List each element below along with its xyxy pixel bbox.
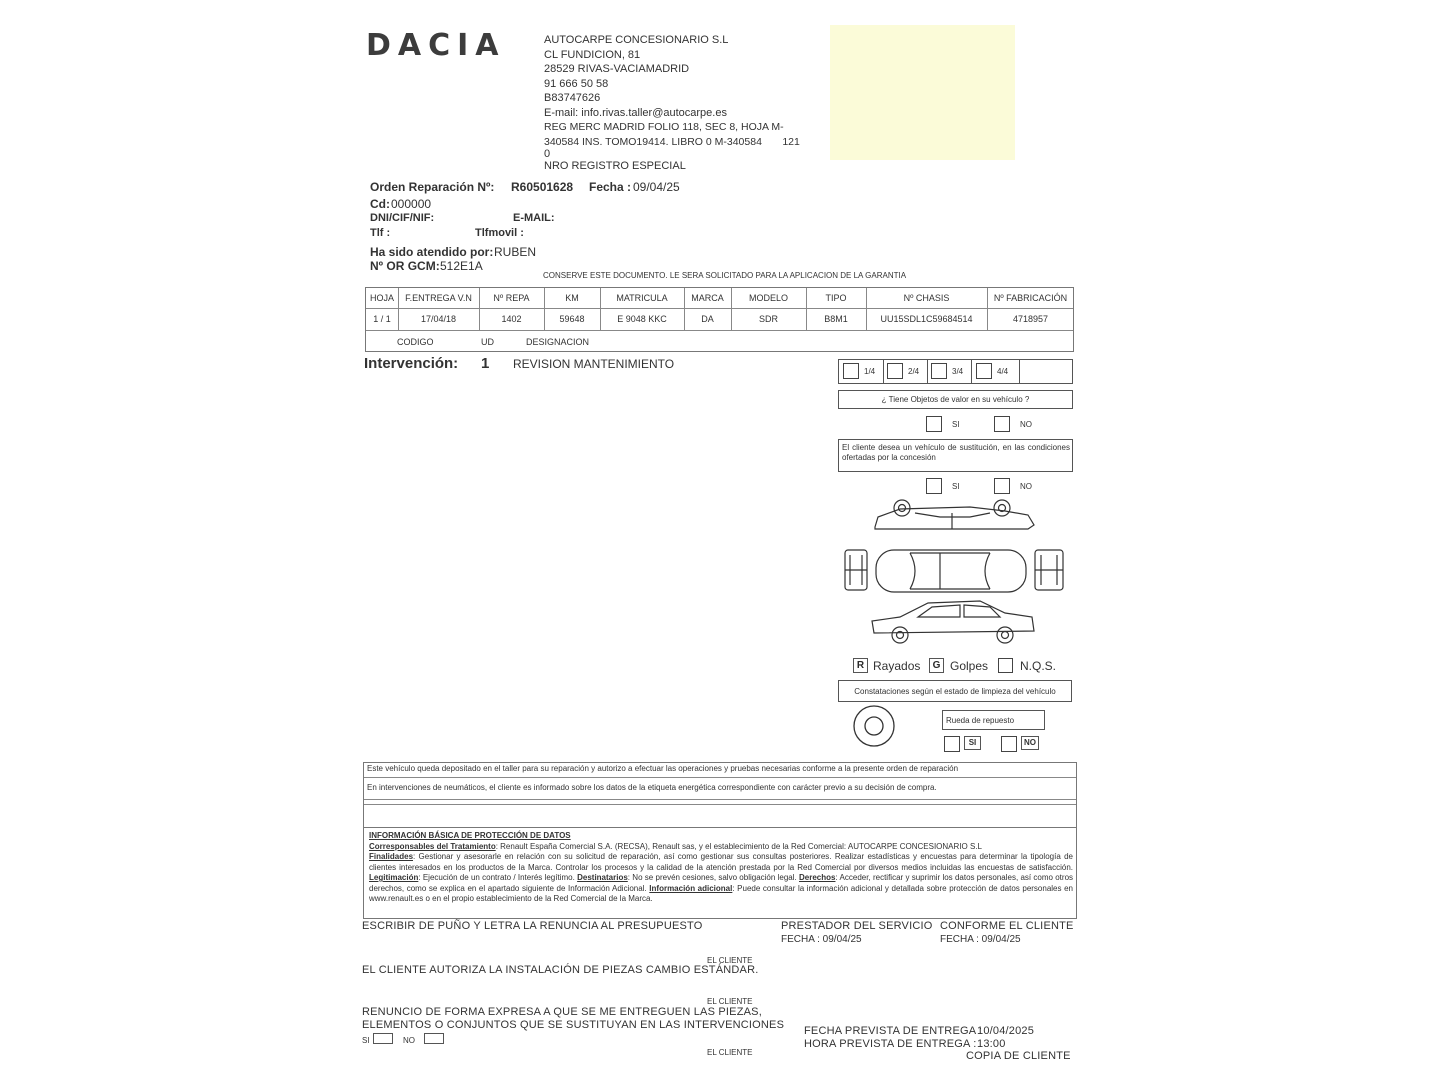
th-chasis: Nº CHASIS xyxy=(903,293,950,303)
constataciones-text: Constataciones según el estado de limpieza del vehículo xyxy=(854,687,1056,696)
cd-value: 000000 xyxy=(391,197,432,211)
privacy-leg-label: Legitimación xyxy=(369,873,419,882)
autoriza-piezas: EL CLIENTE AUTORIZA LA INSTALACIÓN DE PIEZAS CAMBIO ESTÁNDAR. xyxy=(362,964,759,976)
el-cliente-label-1: EL CLIENTE xyxy=(707,956,753,965)
cd-label: Cd: xyxy=(370,197,390,211)
rueda-no-checkbox[interactable] xyxy=(1001,736,1017,752)
fuel-checkbox-3-4[interactable] xyxy=(931,363,947,379)
privacy-dest-label: Destinatarios xyxy=(577,873,628,882)
sticker-area xyxy=(830,25,1015,160)
fuel-label-4-4: 4/4 xyxy=(997,367,1009,376)
notice-deposit: Este vehículo queda depositado en el taller para su reparación y autorizo a efectuar las operaciones y pruebas necesarias conforme a la presente orden de reparación xyxy=(367,764,959,773)
fecha-prevista-label: FECHA PREVISTA DE ENTREGA : xyxy=(804,1025,983,1037)
renuncio-line-1: RENUNCIO DE FORMA EXPRESA A QUE SE ME ENTREGUEN LAS PIEZAS, xyxy=(362,1006,762,1018)
privacy-info-text: : Puede consultar la información adicional y detallada sobre protección de datos personales en www.renault.es o en el propio establecimiento de la Red Comercial de la Marca. xyxy=(369,883,1073,903)
privacy-text xyxy=(369,831,1073,905)
company-line: 340584 INS. TOMO19414. LIBRO 0 M-340584 121 xyxy=(544,135,800,148)
orden-value: R60501628 xyxy=(511,180,574,194)
td-chasis: UU15SDL1C59684514 xyxy=(880,314,973,324)
renuncio-no-label: NO xyxy=(403,1036,415,1045)
valuables-question: ¿ Tiene Objetos de valor en su vehículo ? xyxy=(881,395,1030,404)
rayados-label: Rayados xyxy=(873,659,921,673)
td-km: 59648 xyxy=(559,314,585,324)
rueda-si-label: SI xyxy=(964,736,981,750)
rayados-marker: R xyxy=(853,658,868,673)
fuel-label-1-4: 1/4 xyxy=(864,367,876,376)
privacy-fin-text: : Gestionar y asesorarle en relación con su solicitud de reparación, así como gestionar sus consultas posteriores. Realizar estadísticas y encuestas para determinar la tipología de clientes interesados en los productos de la Marca. Controlar los procesos y la calidad de la atención prestada por la Red Comercial por diversos medios incluidas las encuestas de satisfacción. xyxy=(369,852,1073,872)
substitution-no-label: NO xyxy=(1020,482,1032,491)
th-fentrega: F.ENTREGA V.N xyxy=(405,293,472,303)
fecha-label: Fecha : xyxy=(589,180,632,194)
renuncio-si-label: SI xyxy=(362,1036,370,1045)
hora-prevista-value: 13:00 xyxy=(977,1038,1006,1050)
email-label: E-MAIL: xyxy=(513,212,555,224)
fuel-checkbox-1-4[interactable] xyxy=(843,363,859,379)
renuncio-si-checkbox[interactable] xyxy=(373,1033,393,1044)
atendido-label: Ha sido atendido por: xyxy=(370,245,494,259)
sub-ud: UD xyxy=(481,337,494,347)
car-damage-diagram[interactable] xyxy=(840,495,1075,650)
atendido-value: RUBEN xyxy=(494,245,537,259)
substitution-no-checkbox[interactable] xyxy=(994,478,1010,494)
company-line: 0 xyxy=(544,148,551,160)
renuncio-line-2: ELEMENTOS O CONJUNTOS QUE SE SUSTITUYAN EN LAS INTERVENCIONES xyxy=(362,1019,785,1031)
th-hoja: HOJA xyxy=(369,293,394,303)
el-cliente-label-3: EL CLIENTE xyxy=(707,1048,753,1057)
prestador-fecha: FECHA : 09/04/25 xyxy=(781,934,862,945)
th-tipo: TIPO xyxy=(825,293,847,303)
sub-designacion: DESIGNACION xyxy=(526,337,590,347)
conserve-note: CONSERVE ESTE DOCUMENTO. LE SERA SOLICITADO PARA LA APLICACION DE LA GARANTIA xyxy=(543,271,907,280)
conforme-cliente: CONFORME EL CLIENTE xyxy=(940,920,1074,932)
valuables-no-checkbox[interactable] xyxy=(994,416,1010,432)
fuel-checkbox-2-4[interactable] xyxy=(887,363,903,379)
th-nrepa: Nº REPA xyxy=(493,293,530,303)
th-matricula: MATRICULA xyxy=(616,293,668,303)
gcm-label: Nº OR GCM: xyxy=(370,259,440,273)
copia-cliente: COPIA DE CLIENTE xyxy=(966,1050,1071,1062)
golpes-marker: G xyxy=(929,658,944,673)
tlf-label: Tlf : xyxy=(370,227,391,239)
privacy-leg-text: : Ejecución de un contrato / Interés legítimo. xyxy=(418,873,578,882)
rueda-si-checkbox[interactable] xyxy=(944,736,960,752)
th-km: KM xyxy=(565,293,579,303)
dacia-logo: DACIA xyxy=(366,28,506,63)
intervencion-number: 1 xyxy=(481,355,490,372)
td-fentrega: 17/04/18 xyxy=(420,314,457,324)
notice-tyres: En intervenciones de neumáticos, el cliente es informado sobre los datos de la etiqueta energética correspondiente con carácter previo a su decisión de compra. xyxy=(367,783,937,792)
company-line: NRO REGISTRO ESPECIAL xyxy=(544,160,686,172)
td-nrepa: 1402 xyxy=(501,314,522,324)
intervencion-description: REVISION MANTENIMIENTO xyxy=(513,357,675,371)
prestador-servicio: PRESTADOR DEL SERVICIO xyxy=(781,920,933,932)
rueda-repuesto-label: Rueda de repuesto xyxy=(946,716,1015,725)
privacy-resp-text: : Renault España Comercial S.A. (RECSA), Renault sas, y el establecimiento de la Red Comercial: AUTOCARPE CONCESIONARIO S.L xyxy=(495,841,982,851)
th-fabricacion: Nº FABRICACIÓN xyxy=(993,293,1068,303)
company-line: AUTOCARPE CONCESIONARIO S.L xyxy=(544,34,729,46)
el-cliente-label-2: EL CLIENTE xyxy=(707,997,753,1006)
gcm-value: 512E1A xyxy=(440,259,483,273)
dni-label: DNI/CIF/NIF: xyxy=(370,212,435,224)
spare-wheel-icon xyxy=(851,704,897,748)
fuel-checkbox-4-4[interactable] xyxy=(976,363,992,379)
hora-prevista-label: HORA PREVISTA DE ENTREGA : xyxy=(804,1038,977,1050)
td-marca: DA xyxy=(701,314,714,324)
valuables-si-label: SI xyxy=(952,420,960,429)
privacy-fin-label: Finalidades xyxy=(369,852,414,861)
conforme-fecha: FECHA : 09/04/25 xyxy=(940,934,1021,945)
company-line: E-mail: info.rivas.taller@autocarpe.es xyxy=(544,106,727,119)
privacy-resp-label: Corresponsables del Tratamiento xyxy=(369,841,496,851)
orden-label: Orden Reparación Nº: xyxy=(370,180,495,194)
valuables-si-checkbox[interactable] xyxy=(926,416,942,432)
nqs-label: N.Q.S. xyxy=(1020,659,1057,673)
golpes-label: Golpes xyxy=(950,659,989,673)
renuncia-presupuesto: ESCRIBIR DE PUÑO Y LETRA LA RENUNCIA AL PRESUPUESTO xyxy=(362,920,703,932)
company-line: CL FUNDICION, 81 xyxy=(544,48,641,61)
td-tipo: B8M1 xyxy=(824,314,848,324)
company-line: B83747626 xyxy=(544,92,601,104)
privacy-der-text: : Acceder, rectificar y suprimir los datos personales, así como otros derechos, como se explica en el apartado siguiente de Información Adicional. xyxy=(369,873,1074,893)
td-fabricacion: 4718957 xyxy=(1012,314,1049,324)
th-modelo: MODELO xyxy=(748,293,788,303)
fuel-label-2-4: 2/4 xyxy=(908,367,920,376)
th-marca: MARCA xyxy=(691,293,724,303)
company-line: 28529 RIVAS-VACIAMADRID xyxy=(544,63,690,75)
renuncio-no-checkbox[interactable] xyxy=(424,1033,444,1044)
fecha-value: 09/04/25 xyxy=(633,180,680,194)
company-line: 91 666 50 58 xyxy=(544,77,609,90)
td-hoja: 1 / 1 xyxy=(373,314,391,324)
company-info xyxy=(544,33,824,174)
nqs-checkbox[interactable] xyxy=(998,658,1013,673)
privacy-title: INFORMACIÓN BÁSICA DE PROTECCIÓN DE DATOS xyxy=(369,831,571,840)
td-modelo: SDR xyxy=(758,314,778,324)
privacy-info-label: Información adicional xyxy=(649,883,733,893)
substitution-text: El cliente desea un vehículo de sustitución, en las condiciones ofertadas por la concesión xyxy=(842,443,1070,462)
fuel-label-3-4: 3/4 xyxy=(952,367,964,376)
privacy-der-label: Derechos xyxy=(799,873,836,882)
privacy-dest-text: : No se prevén cesiones, salvo obligación legal. xyxy=(627,873,800,882)
rueda-no-label: NO xyxy=(1021,736,1039,750)
company-line: REG MERC MADRID FOLIO 118, SEC 8, HOJA M- xyxy=(544,121,784,133)
substitution-si-checkbox[interactable] xyxy=(926,478,942,494)
intervencion-label: Intervención: xyxy=(364,355,459,372)
sub-codigo: CODIGO xyxy=(397,337,434,347)
fecha-prevista-value: 10/04/2025 xyxy=(977,1025,1035,1037)
tlfmovil-label: Tlfmovil : xyxy=(475,227,524,239)
td-matricula: E 9048 KKC xyxy=(617,314,667,324)
substitution-si-label: SI xyxy=(952,482,960,491)
privacy-paragraph xyxy=(369,842,1073,905)
valuables-no-label: NO xyxy=(1020,420,1032,429)
